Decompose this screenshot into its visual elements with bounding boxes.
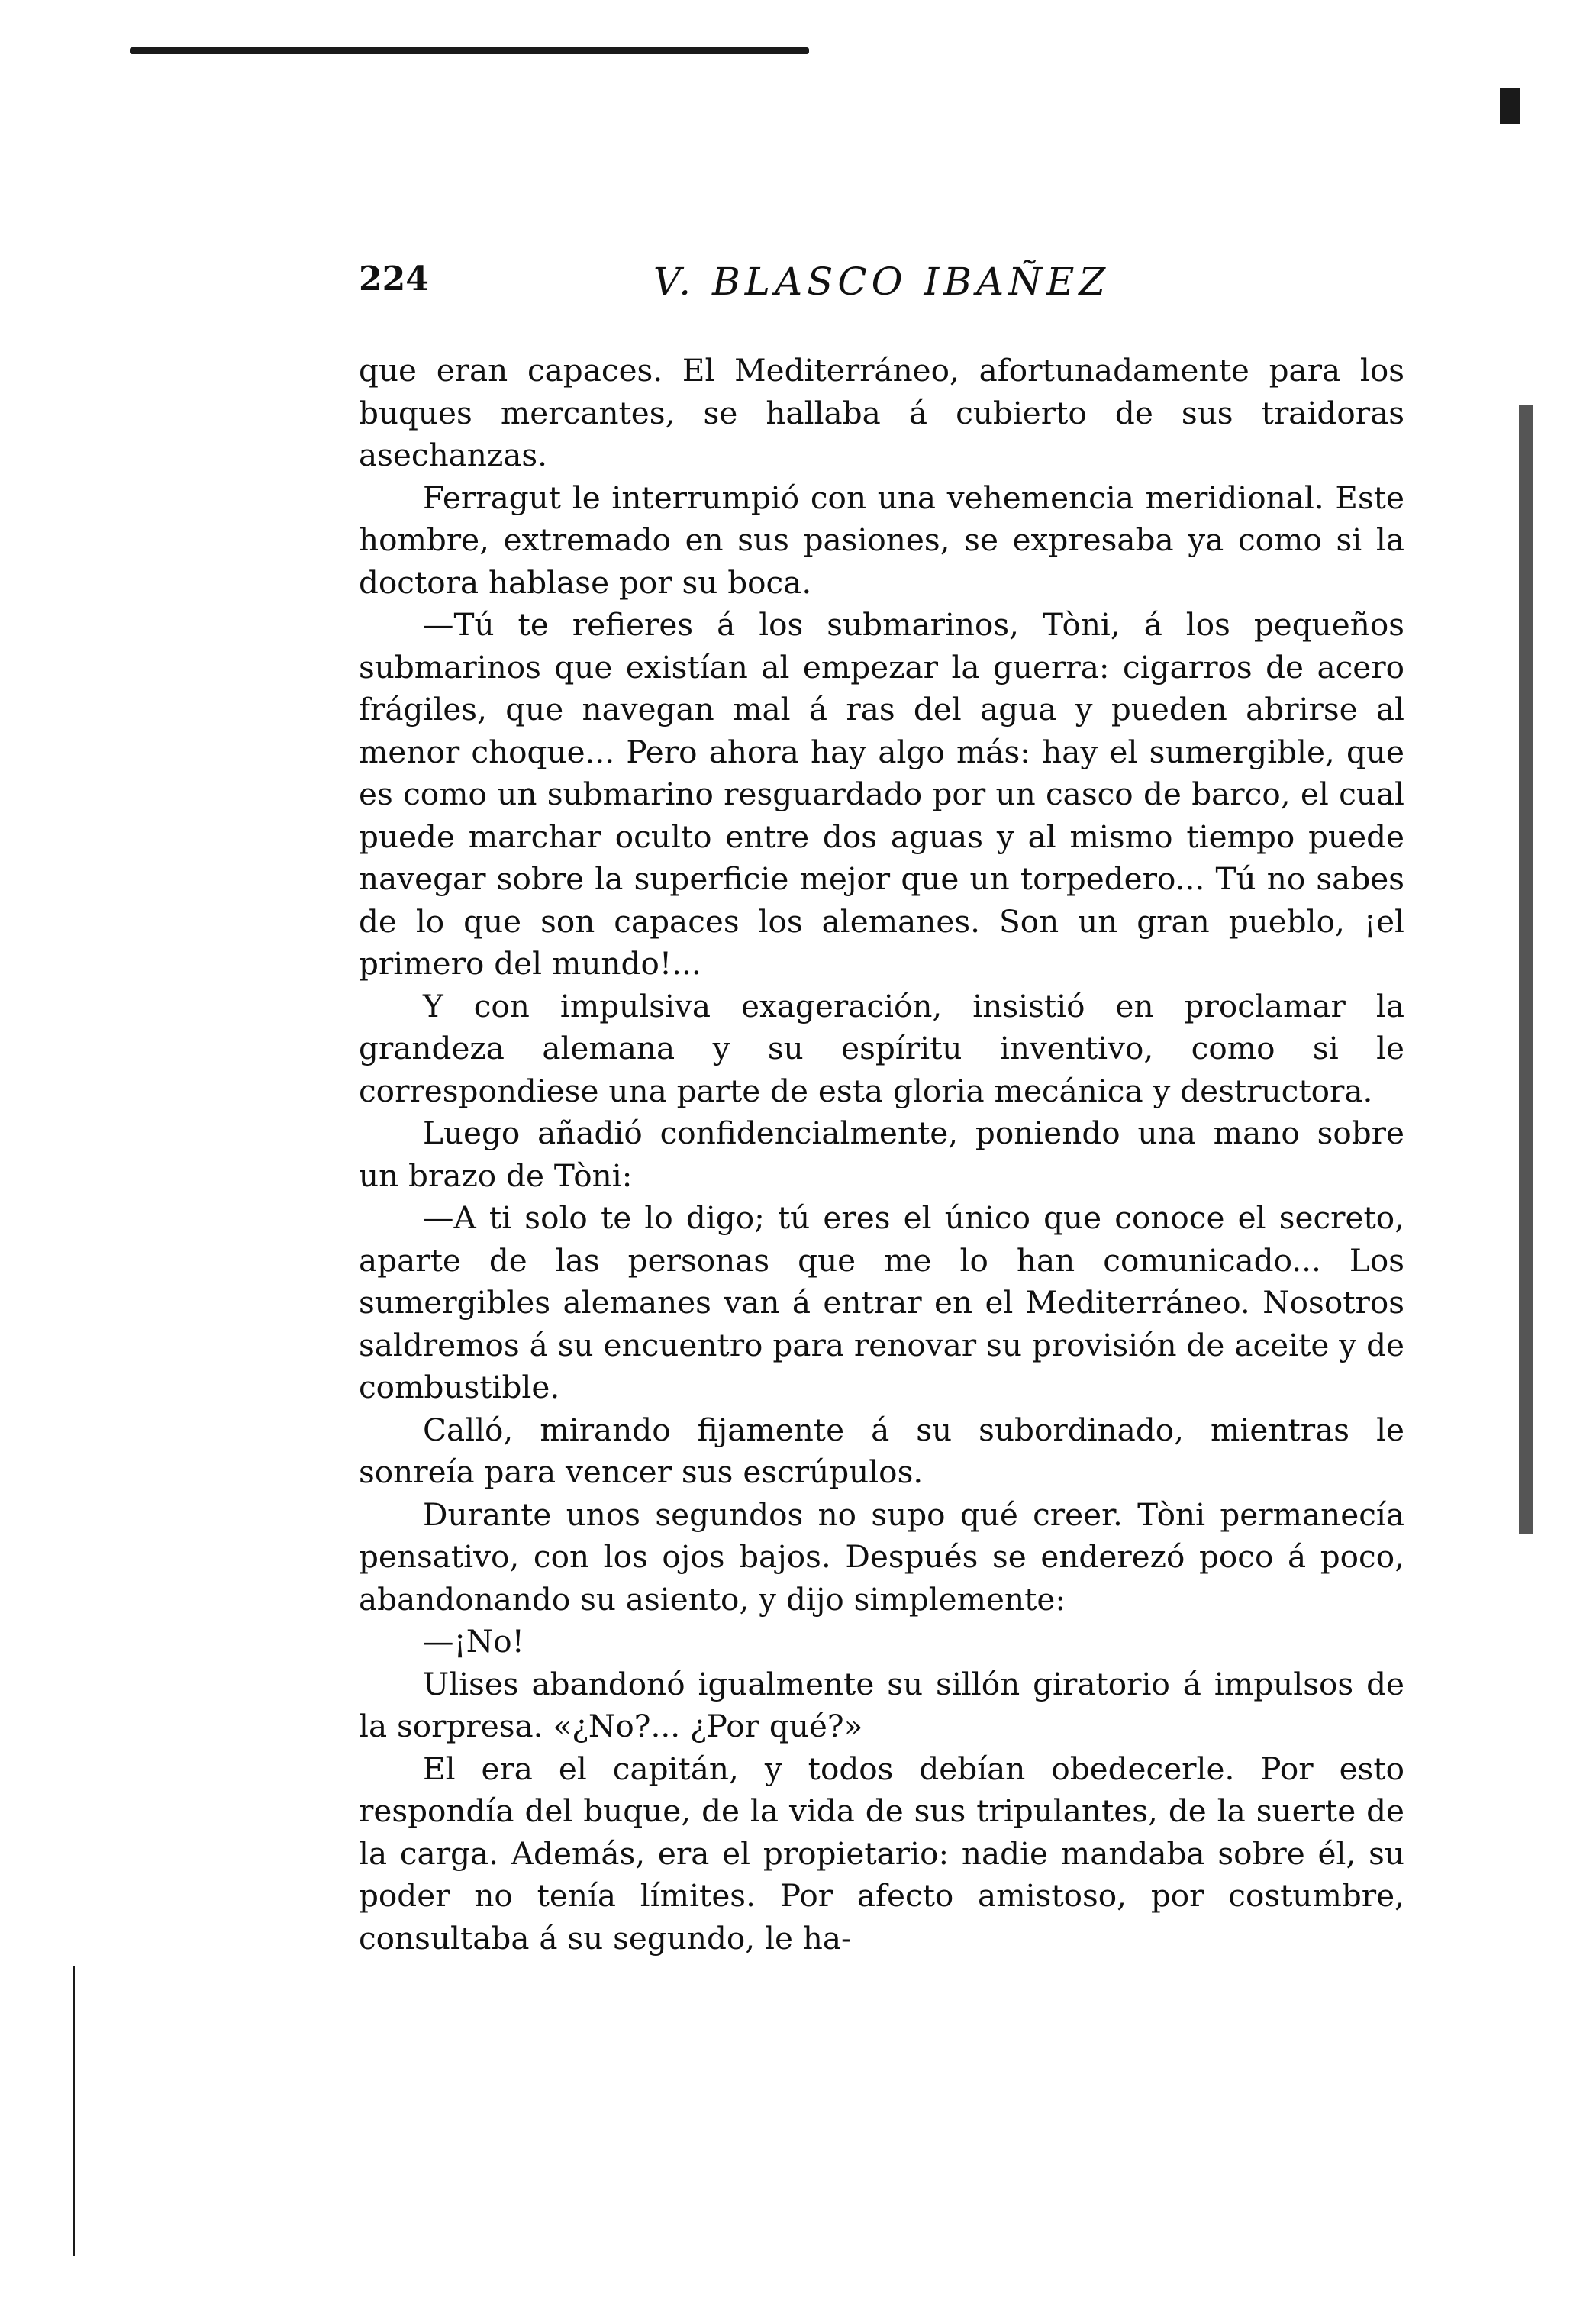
body-text [359,350,1404,1960]
scan-top-rule [130,47,809,54]
paragraph: Luego añadió confidencialmente, poniendo una mano sobre un brazo de Tòni: [359,1115,1404,1194]
page-number: 224 [359,260,429,298]
paragraph: —¡No! [423,1623,524,1660]
paragraph: que eran capaces. El Mediterráneo, afortunadamente para los buques mercantes, se hallaba á cubierto de sus traidoras asechanzas. [359,352,1404,473]
paragraph: Ferragut le interrumpió con una vehemencia meridional. Este hombre, extremado en sus pasiones, se expresaba ya como si la doctora hablase por su boca. [359,479,1404,601]
paragraph: —A ti solo te lo digo; tú eres el único que conoce el secreto, aparte de las personas que me lo han comunicado... Los sumergibles alemanes van á entrar en el Mediterráneo. Nosotros saldremos á su encuentro para renovar su provisión de aceite y de combustible. [359,1199,1404,1405]
paragraph: —Tú te refieres á los submarinos, Tòni, á los pequeños submarinos que existían al empezar la guerra: cigarros de acero frágiles, que navegan mal á ras del agua y pueden abrirse al menor choque... Pero ahora hay algo más: hay el sumergible, que es como un submarino resguardado por un casco de barco, el cual puede marchar oculto entre dos aguas y al mismo tiempo puede navegar sobre la superficie mejor que un torpedero... Tú no sabes de lo que son capaces los alemanes. Son un gran pueblo, ¡el primero del mundo!... [359,606,1404,982]
page-header [359,260,1404,321]
scan-right-edge-shadow [1519,405,1533,1534]
paragraph: Durante unos segundos no supo qué creer. Tòni permanecía pensativo, con los ojos bajos. Después se enderezó poco á poco, abandonando su asiento, y dijo simplemente: [359,1495,1404,1618]
paragraph: Calló, mirando fijamente á su subordinado, mientras le sonreía para vencer sus escrúpulos. [359,1411,1404,1490]
paragraph: El era el capitán, y todos debían obedecerle. Por esto respondía del buque, de la vida de sus tripulantes, de la suerte de la carga. Además, era el propietario: nadie mandaba sobre él, su poder no tenía límites. Por afecto amistoso, por costumbre, consultaba á su segundo, le ha- [359,1750,1404,1957]
paragraph: Ulises abandonó igualmente su sillón giratorio á impulsos de la sorpresa. «¿No?... ¿Por qué?» [359,1665,1404,1744]
scan-left-edge-line [73,1966,75,2256]
scan-top-right-mark [1500,88,1520,124]
paragraph: Y con impulsiva exageración, insistió en proclamar la grandeza alemana y su espíritu inventivo, como si le correspondiese una parte de esta gloria mecánica y destructora. [359,987,1404,1109]
running-title: V. BLASCO IBAÑEZ [653,260,1111,304]
